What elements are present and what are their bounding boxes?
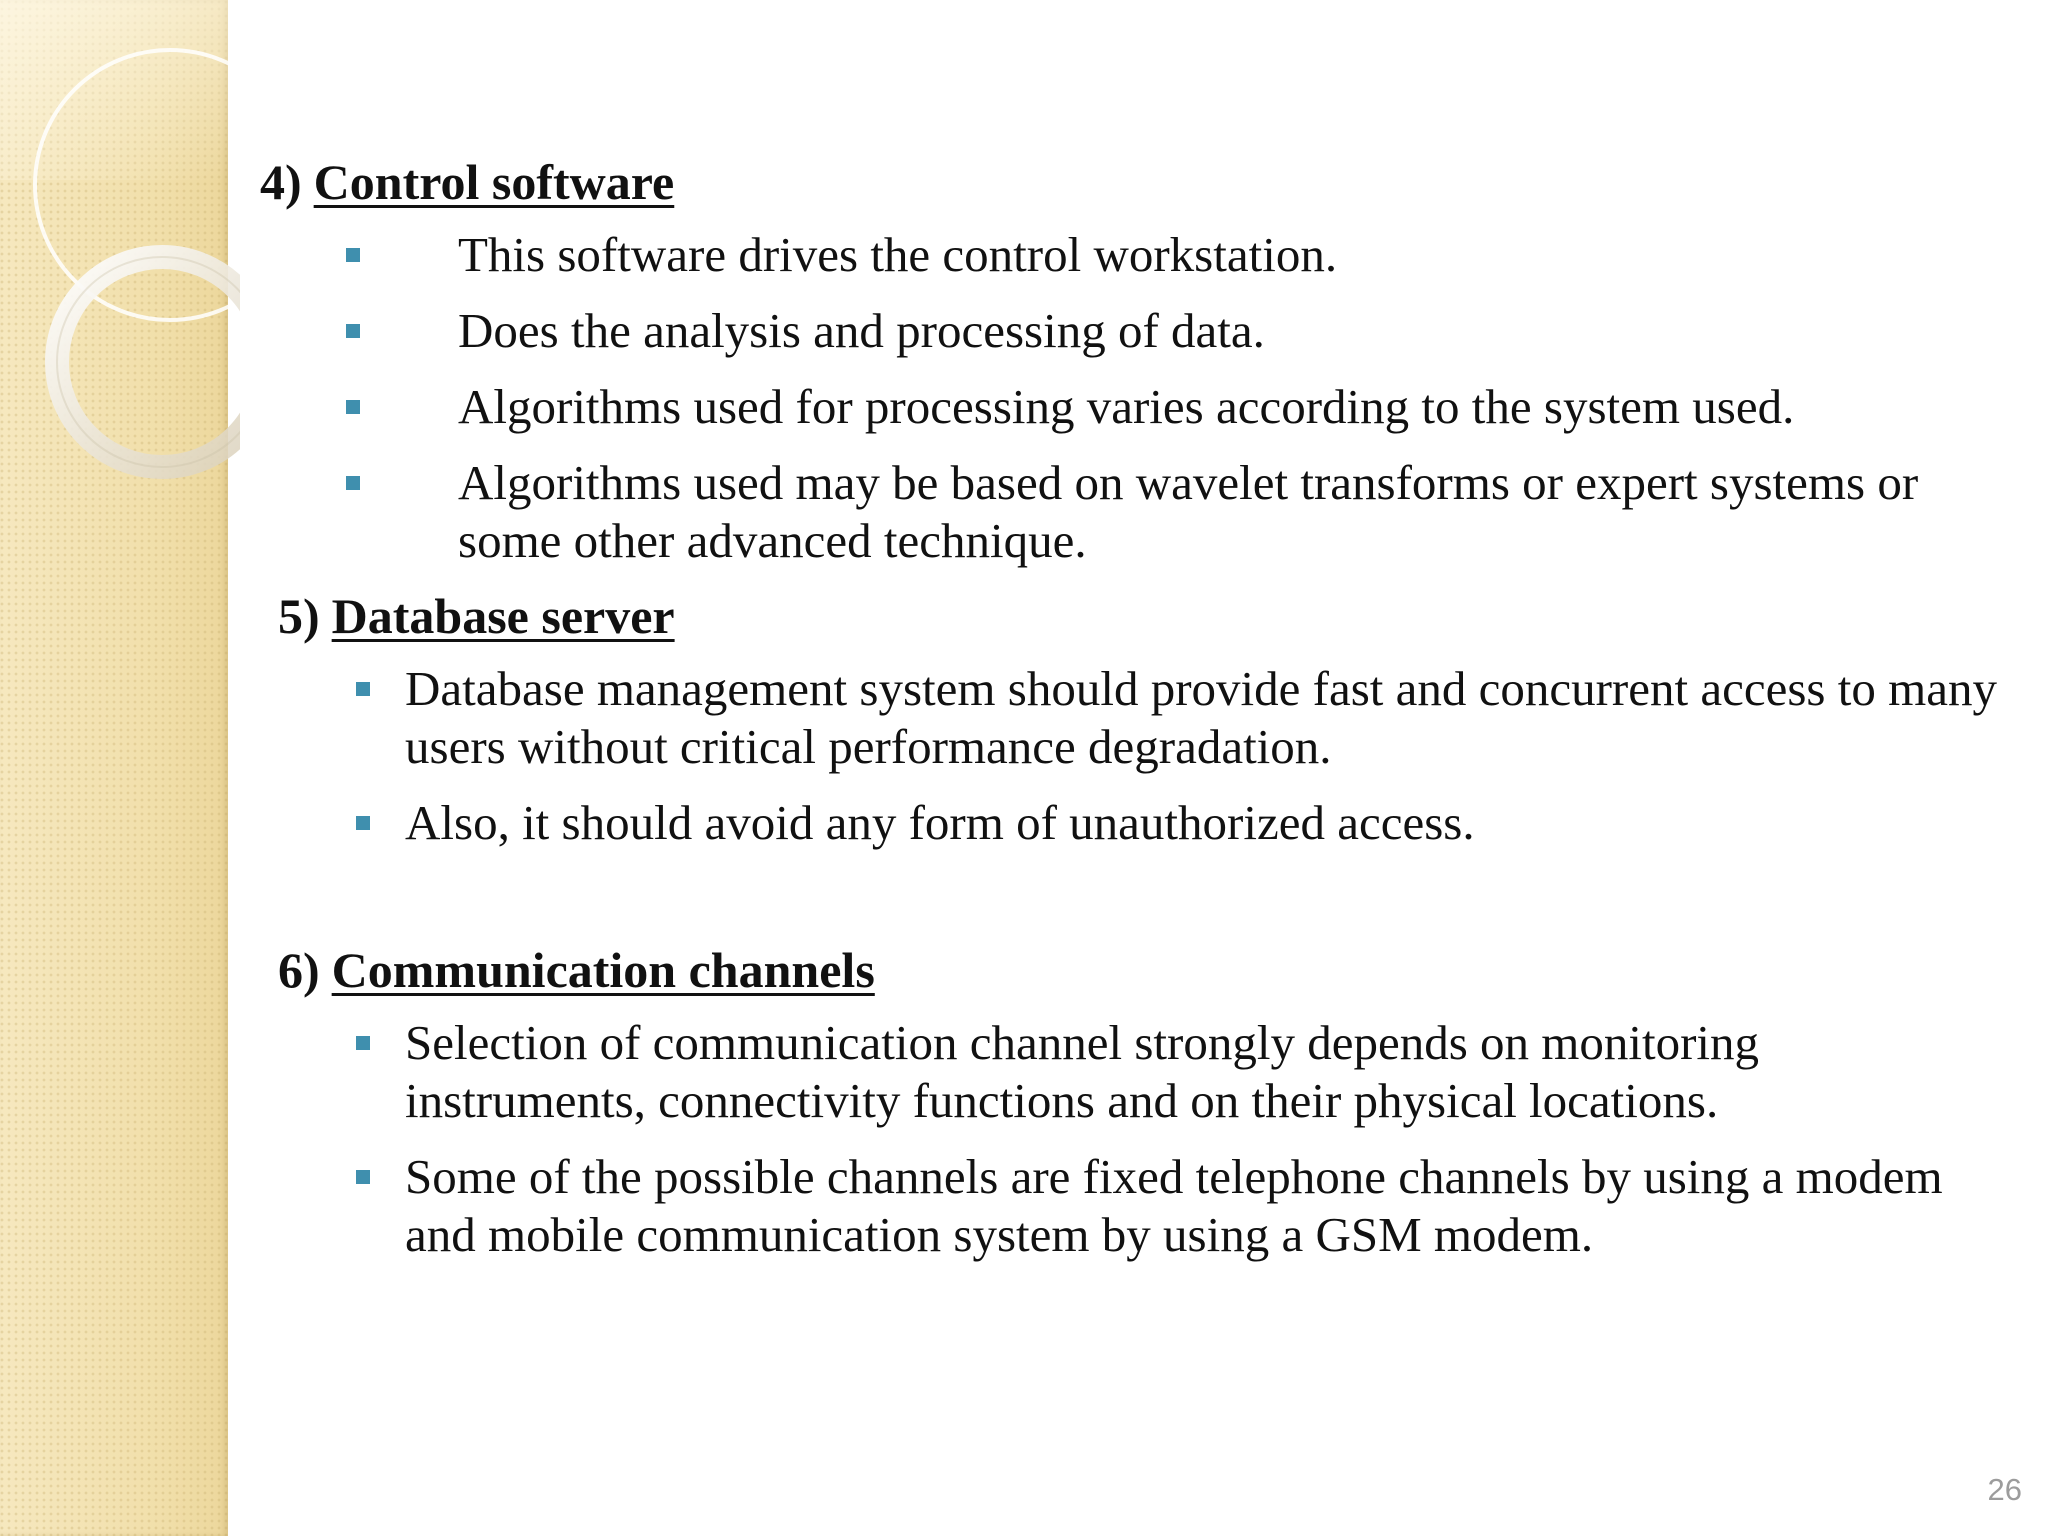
bullet-list-communication-channels bbox=[260, 1014, 2000, 1264]
section-heading-communication-channels bbox=[278, 938, 2000, 1002]
section-title: Control software bbox=[313, 154, 675, 210]
bullet-text: Does the analysis and processing of data. bbox=[458, 303, 1265, 358]
page-number: 26 bbox=[1987, 1472, 2022, 1507]
list-item bbox=[260, 660, 2000, 776]
square-bullet-icon bbox=[356, 816, 370, 830]
list-item bbox=[260, 1014, 2000, 1130]
list-item bbox=[260, 226, 2000, 284]
bullet-list-database-server bbox=[260, 660, 2000, 852]
list-item bbox=[260, 794, 2000, 852]
slide-content bbox=[260, 150, 2000, 1264]
square-bullet-icon bbox=[356, 682, 370, 696]
section-heading-database-server bbox=[278, 584, 2000, 648]
list-item bbox=[260, 1148, 2000, 1264]
bullet-text: Some of the possible channels are fixed telephone channels by using a modem and mobile communication system by using a GSM modem. bbox=[405, 1149, 1943, 1262]
square-bullet-icon bbox=[346, 324, 360, 338]
square-bullet-icon bbox=[346, 248, 360, 262]
bullet-text: Also, it should avoid any form of unauthorized access. bbox=[405, 795, 1475, 850]
square-bullet-icon bbox=[346, 400, 360, 414]
bullet-text: Algorithms used for processing varies according to the system used. bbox=[458, 379, 1795, 434]
section-number: 6) bbox=[278, 942, 320, 998]
square-bullet-icon bbox=[356, 1036, 370, 1050]
section-number: 5) bbox=[278, 588, 320, 644]
square-bullet-icon bbox=[356, 1170, 370, 1184]
section-title: Database server bbox=[331, 588, 675, 644]
decorative-rings-icon bbox=[0, 0, 240, 520]
bullet-text: Algorithms used may be based on wavelet transforms or expert systems or some other advanced technique. bbox=[458, 455, 1919, 568]
section-heading-control-software bbox=[260, 150, 2000, 214]
bullet-text: Database management system should provide fast and concurrent access to many users without critical performance degradation. bbox=[405, 661, 1997, 774]
list-item bbox=[260, 454, 2000, 570]
section-title: Communication channels bbox=[331, 942, 875, 998]
list-item bbox=[260, 302, 2000, 360]
bullet-list-control-software bbox=[260, 226, 2000, 570]
section-number: 4) bbox=[260, 154, 302, 210]
list-item bbox=[260, 378, 2000, 436]
bullet-text: This software drives the control workstation. bbox=[458, 227, 1338, 282]
square-bullet-icon bbox=[346, 476, 360, 490]
bullet-text: Selection of communication channel strongly depends on monitoring instruments, connectivity functions and on their physical locations. bbox=[405, 1015, 1760, 1128]
